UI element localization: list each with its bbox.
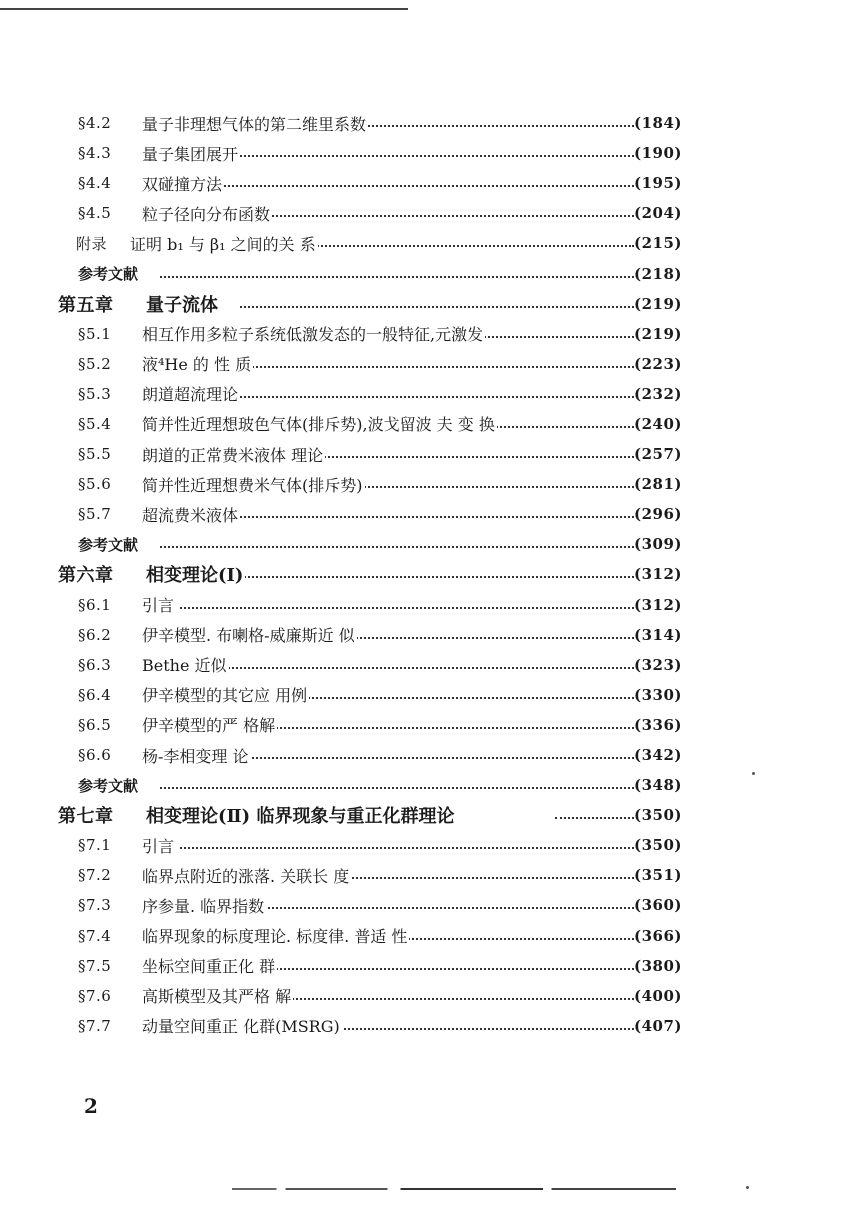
toc-entry-title: 相变理论(Ⅰ) — [146, 561, 245, 587]
toc-entry-number: §4.3 — [78, 144, 112, 163]
toc-entry-title: 简并性近理想费米气体(排斥势) — [142, 473, 365, 496]
dot-leader — [180, 607, 634, 609]
toc-entry-number: §5.6 — [78, 475, 112, 494]
toc-entry — [0, 680, 868, 710]
toc-entry-title: 引言 — [142, 834, 176, 857]
dot-leader — [180, 667, 634, 669]
toc-entry — [0, 590, 868, 620]
toc-entry-number: 附录 — [76, 234, 108, 253]
toc-entry-number: §6.5 — [78, 715, 112, 734]
toc-entry-title: 伊辛模型的其它应 用例 — [142, 683, 309, 706]
toc-entry — [0, 409, 868, 439]
toc-entry-number: §6.1 — [78, 595, 112, 614]
toc-entry — [0, 379, 868, 409]
toc-entry — [0, 890, 868, 920]
toc-entry-number: §5.4 — [78, 414, 112, 433]
toc-entry-number: §4.5 — [78, 204, 112, 223]
toc-entry-page: (342) — [634, 746, 683, 765]
toc-entry-number: §6.3 — [78, 655, 112, 674]
dot-leader — [180, 155, 634, 157]
toc-entry-title: 参考文献 — [78, 535, 139, 554]
toc-entry-page: (190) — [634, 144, 683, 163]
dot-leader — [240, 576, 634, 578]
toc-entry-title: 液⁴He 的 性 质 — [142, 352, 253, 375]
toc-entry-page: (407) — [634, 1016, 683, 1035]
toc-entry-number: §6.2 — [78, 625, 112, 644]
toc-entry-page: (351) — [634, 866, 683, 885]
toc-entry-page: (219) — [634, 294, 683, 313]
toc-entry-title: 朗道超流理论 — [142, 382, 240, 405]
toc-entry-title: 量子流体 — [146, 291, 220, 317]
toc-entry-title: 简并性近理想玻色气体(排斥势),波戈留波 夫 变 换 — [142, 412, 497, 435]
toc-entry — [0, 138, 868, 168]
dot-leader — [160, 546, 634, 548]
toc-entry-title: 伊辛模型的严 格解 — [142, 713, 277, 736]
toc-entry — [0, 740, 868, 770]
toc-entry-number: §5.2 — [78, 354, 112, 373]
toc-entry-number: §6.6 — [78, 746, 112, 765]
toc-entry — [0, 529, 868, 559]
toc-entry — [0, 981, 868, 1011]
toc-entry-title: 高斯模型及其严格 解 — [142, 984, 293, 1007]
toc-entry — [0, 710, 868, 740]
table-of-contents — [0, 108, 868, 1041]
toc-entry — [0, 168, 868, 198]
toc-entry — [0, 198, 868, 228]
toc-entry-number: §7.2 — [78, 866, 112, 885]
toc-entry-number: §7.1 — [78, 836, 112, 855]
toc-entry-title: 坐标空间重正化 群 — [142, 954, 277, 977]
toc-entry-page: (350) — [634, 836, 683, 855]
dot-leader — [180, 847, 634, 849]
toc-entry-page: (281) — [634, 475, 683, 494]
toc-entry-number: §7.5 — [78, 956, 112, 975]
dot-leader — [160, 787, 634, 789]
toc-entry — [0, 439, 868, 469]
toc-entry-page: (312) — [634, 595, 683, 614]
toc-entry-page: (240) — [634, 414, 683, 433]
bottom-rule — [232, 1188, 676, 1190]
toc-entry-number: §4.4 — [78, 174, 112, 193]
dot-leader — [180, 516, 634, 518]
toc-entry-title: 临界现象的标度理论. 标度律. 普适 性 — [142, 924, 409, 947]
toc-entry-page: (219) — [634, 324, 683, 343]
toc-entry-page: (380) — [634, 956, 683, 975]
toc-entry-title: 动量空间重正 化群(MSRG) — [142, 1014, 342, 1037]
toc-entry — [0, 921, 868, 951]
toc-entry-page: (309) — [634, 535, 683, 554]
toc-entry-number: §5.5 — [78, 445, 112, 464]
toc-entry-page: (218) — [634, 264, 683, 283]
dot-leader — [180, 185, 634, 187]
toc-entry — [0, 559, 868, 589]
toc-entry-title: 序参量. 临界指数 — [142, 894, 266, 917]
toc-entry-page: (336) — [634, 715, 683, 734]
toc-entry-page: (360) — [634, 896, 683, 915]
toc-entry-number: §5.3 — [78, 384, 112, 403]
toc-entry-number: §7.3 — [78, 896, 112, 915]
toc-entry-number: §7.6 — [78, 986, 112, 1005]
toc-entry-number: §5.7 — [78, 505, 112, 524]
toc-entry-page: (195) — [634, 174, 683, 193]
toc-entry-title: 量子集团展开 — [142, 142, 240, 165]
toc-entry-title: Bethe 近似 — [142, 653, 229, 676]
toc-entry-number: 第七章 — [58, 806, 114, 828]
toc-entry-title: 量子非理想气体的第二维里系数 — [142, 112, 368, 135]
toc-entry — [0, 830, 868, 860]
toc-entry-page: (350) — [634, 806, 683, 825]
toc-entry-number: 第六章 — [58, 565, 114, 587]
toc-entry-page: (232) — [634, 384, 683, 403]
toc-entry-number: §6.4 — [78, 685, 112, 704]
toc-entry — [0, 800, 868, 830]
toc-entry-page: (257) — [634, 445, 683, 464]
page-number: 2 — [84, 1094, 98, 1118]
toc-entry-title: 双碰撞方法 — [142, 172, 224, 195]
toc-entry — [0, 860, 868, 890]
toc-entry — [0, 951, 868, 981]
toc-entry — [0, 258, 868, 288]
toc-entry-number: §4.2 — [78, 114, 112, 133]
toc-entry-title: 相变理论(Ⅱ) 临界现象与重正化群理论 — [146, 802, 456, 828]
toc-entry-title: 伊辛模型. 布喇格-威廉斯近 似 — [142, 623, 357, 646]
toc-entry — [0, 349, 868, 379]
toc-entry-page: (323) — [634, 655, 683, 674]
toc-entry-page: (204) — [634, 204, 683, 223]
toc-entry-page: (312) — [634, 565, 683, 584]
toc-entry-title: 超流费米液体 — [142, 503, 240, 526]
toc-entry — [0, 228, 868, 258]
toc-entry — [0, 1011, 868, 1041]
toc-entry — [0, 770, 868, 800]
toc-entry — [0, 620, 868, 650]
toc-entry — [0, 319, 868, 349]
toc-entry — [0, 469, 868, 499]
dot-leader — [240, 306, 634, 308]
toc-entry-title: 临界点附近的涨落. 关联长 度 — [142, 864, 351, 887]
toc-entry-title: 引言 — [142, 593, 176, 616]
toc-entry-title: 证明 b₁ 与 β₁ 之间的关 系 — [130, 232, 318, 255]
toc-entry-title: 粒子径向分布函数 — [142, 202, 272, 225]
toc-entry-title: 参考文献 — [78, 776, 139, 795]
toc-entry-page: (223) — [634, 354, 683, 373]
scan-speck — [752, 772, 755, 775]
scan-speck — [746, 1186, 749, 1189]
toc-entry-page: (296) — [634, 505, 683, 524]
dot-leader — [555, 817, 634, 819]
toc-entry-page: (314) — [634, 625, 683, 644]
toc-entry-title: 参考文献 — [78, 265, 139, 284]
toc-entry-number: §7.4 — [78, 926, 112, 945]
toc-entry — [0, 289, 868, 319]
toc-entry-number: 第五章 — [58, 294, 114, 316]
toc-entry-title: 相互作用多粒子系统低激发态的一般特征,元激发 — [142, 322, 485, 345]
toc-entry-page: (215) — [634, 234, 683, 253]
toc-entry — [0, 108, 868, 138]
top-rule — [0, 8, 408, 10]
toc-entry-title: 杨-李相变理 论 — [142, 744, 251, 767]
toc-entry-page: (400) — [634, 986, 683, 1005]
toc-entry-page: (184) — [634, 114, 683, 133]
dot-leader — [160, 276, 634, 278]
toc-entry-title: 朗道的正常费米液体 理论 — [142, 443, 325, 466]
toc-entry-page: (366) — [634, 926, 683, 945]
toc-entry — [0, 650, 868, 680]
toc-entry-number: §5.1 — [78, 324, 112, 343]
toc-entry-page: (348) — [634, 776, 683, 795]
toc-entry-number: §7.7 — [78, 1016, 112, 1035]
toc-entry-page: (330) — [634, 685, 683, 704]
dot-leader — [180, 396, 634, 398]
toc-entry — [0, 499, 868, 529]
